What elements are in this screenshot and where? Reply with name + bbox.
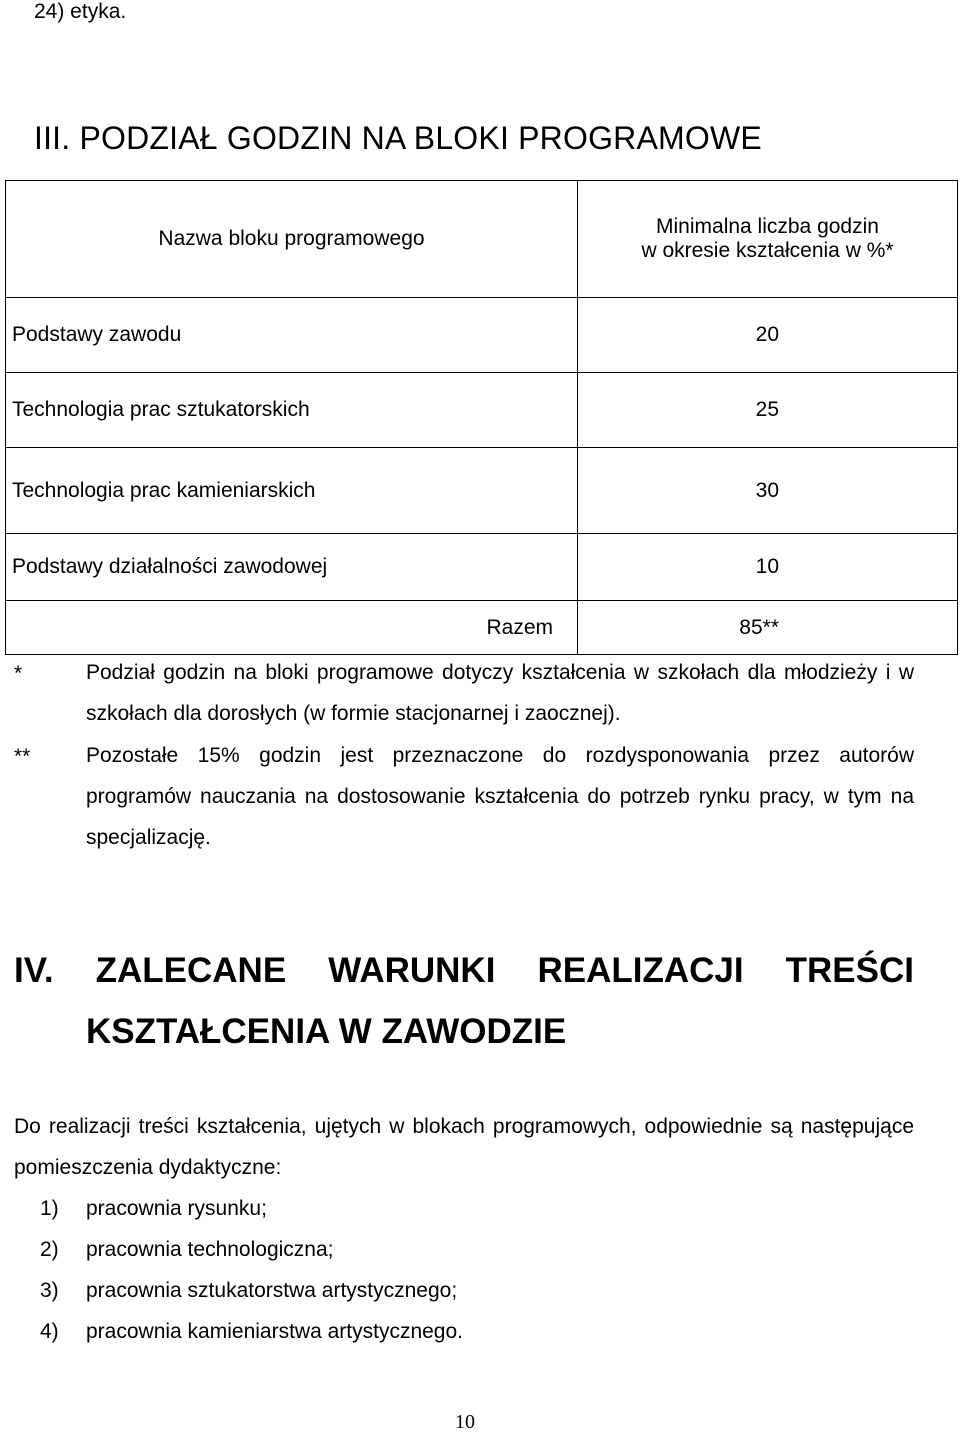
footnote-mark: ** [14, 745, 31, 768]
table-row [6, 373, 958, 448]
block-name-cell: Podstawy zawodu [6, 298, 578, 373]
block-percent-cell: 25 [578, 373, 958, 448]
section-3-heading: III. PODZIAŁ GODZIN NA BLOKI PROGRAMOWE [34, 120, 762, 156]
block-name-cell: Technologia prac kamieniarskich [6, 448, 578, 534]
section-4-heading-line2: KSZTAŁCENIA W ZAWODZIE [86, 1012, 567, 1051]
list-item: pracownia technologiczna; [86, 1238, 334, 1261]
total-value-cell: 85** [578, 601, 958, 655]
header-min-hours-line1: Minimalna liczba godzin [656, 214, 879, 238]
list-item: pracownia sztukatorstwa artystycznego; [86, 1279, 458, 1302]
table-total-row [6, 601, 958, 655]
footnote-text: Pozostałe 15% godzin jest przeznaczone do rozdysponowania przez autorów programów nauczania na dostosowanie kształcenia do potrzeb rynku pracy, w tym na specjalizację. [86, 744, 914, 849]
header-min-hours [578, 181, 958, 298]
header-block-name: Nazwa bloku programowego [6, 181, 578, 298]
total-label-cell: Razem [6, 601, 578, 655]
table-header-row [6, 181, 958, 298]
program-blocks-table [5, 180, 958, 655]
previous-list-item: 24) etyka. [34, 0, 127, 23]
list-item-number: 3) [40, 1279, 59, 1302]
block-percent-cell: 30 [578, 448, 958, 534]
table-row [6, 534, 958, 601]
list-item-number: 1) [40, 1197, 59, 1220]
list-item-number: 4) [40, 1320, 59, 1343]
block-percent-cell: 20 [578, 298, 958, 373]
block-percent-cell: 10 [578, 534, 958, 601]
section-4-heading-line1: IV. ZALECANE WARUNKI REALIZACJI TREŚCI [14, 951, 914, 990]
footnote-text: Podział godzin na bloki programowe dotyczy kształcenia w szkołach dla młodzieży i w szkołach dla dorosłych (w formie stacjonarnej i zaocznej). [86, 661, 914, 725]
list-item-number: 2) [40, 1238, 59, 1261]
list-item: pracownia kamieniarstwa artystycznego. [86, 1320, 463, 1343]
table-row [6, 298, 958, 373]
table-row [6, 448, 958, 534]
block-name-cell: Podstawy działalności zawodowej [6, 534, 578, 601]
section-4-intro: Do realizacji treści kształcenia, ujętych w blokach programowych, odpowiednie są następujące pomieszczenia dydaktyczne: [14, 1115, 914, 1179]
page-number: 10 [455, 1411, 475, 1433]
footnote-mark: * [14, 662, 23, 685]
header-min-hours-line2: w okresie kształcenia w %* [641, 239, 894, 262]
block-name-cell: Technologia prac sztukatorskich [6, 373, 578, 448]
list-item: pracownia rysunku; [86, 1197, 267, 1220]
